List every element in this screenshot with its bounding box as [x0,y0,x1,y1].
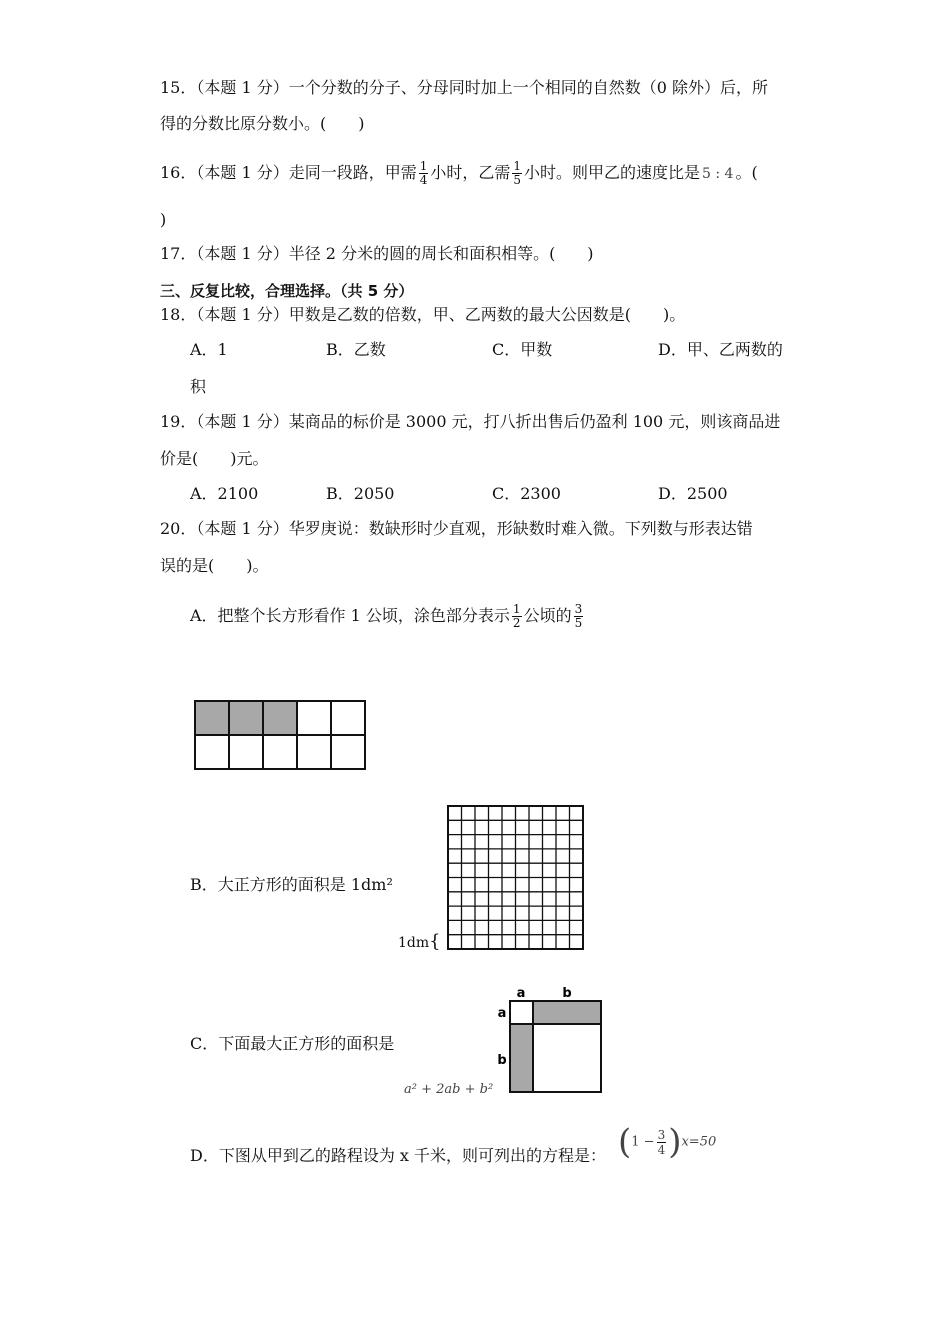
grid-a-cell [331,701,365,735]
q20-line2: 误的是( )。 [160,556,269,575]
q18-text: 18．（本题 1 分）甲数是乙数的倍数，甲、乙两数的最大公因数是( )。 [160,305,686,324]
q15-line1: 15．（本题 1 分）一个分数的分子、分母同时加上一个相同的自然数（0 除外）后，所 [160,78,768,97]
q19-option-c[interactable]: C．2300 [492,484,561,503]
shaded-rect-top [533,1001,601,1024]
grid-a-cell [195,735,229,769]
option-a-rectangle-grid [194,700,369,770]
q18-option-c[interactable]: C．甲数 [492,340,553,359]
q15-line2: 得的分数比原分数小。( ) [160,114,365,133]
q18-option-a[interactable]: A．1 [190,340,228,359]
option-b-unit-label [398,932,441,953]
option-d-frac-num: 3 [657,1127,666,1142]
option-b-square-grid [447,805,584,950]
q19-option-d[interactable]: D．2500 [658,484,728,503]
q16-frac2-num: 1 [513,159,522,173]
shaded-rect-left [510,1024,533,1092]
q20-option-d[interactable]: D．下图从甲到乙的路程设为 x 千米，则可列出的方程是： [190,1146,607,1165]
q16-ratio: 5 : 4 [702,166,734,182]
grid-a-shaded-cell [229,701,263,735]
grid-a-cell [263,735,297,769]
q16-fraction-1 [419,160,429,187]
q16-frac1-num: 1 [419,159,428,173]
q16-frac2-den: 5 [513,173,522,187]
option-c-square-diagram [497,984,607,1096]
q18-option-d[interactable]: D．甲、乙两数的 [658,340,783,359]
brace-icon: { [429,931,441,952]
q20-option-a-fraction-2 [574,603,584,630]
label-left-a: a [497,1006,507,1021]
q18-option-d-cont: 积 [190,377,207,396]
grid-a-cell [331,735,365,769]
q16-suffix: 。( [735,163,758,182]
grid-a-shaded-cell [195,701,229,735]
q20-line1: 20．（本题 1 分）华罗庚说：数缺形时少直观，形缺数时难入微。下列数与形表达错 [160,519,753,538]
q16-line1 [160,160,758,187]
option-c-expression: a² + 2ab + b² [404,1082,494,1097]
grid-a-cell [297,701,331,735]
grid-a-shaded-cell [263,701,297,735]
q19-option-b[interactable]: B．2050 [326,484,395,503]
q20-option-c[interactable]: C．下面最大正方形的面积是 [190,1034,395,1053]
q20-optA-f2-num: 3 [574,602,583,616]
q17-text: 17．（本题 1 分）半径 2 分米的圆的周长和面积相等。( ) [160,244,594,263]
section3-title: 三、反复比较，合理选择。（共 5 分） [160,282,414,300]
q19-option-a[interactable]: A．2100 [190,484,259,503]
q20-option-b[interactable]: B．大正方形的面积是 1dm² [190,875,393,894]
q16-frac1-den: 4 [419,173,428,187]
q16-fraction-2 [512,160,522,187]
q18-option-b[interactable]: B．乙数 [326,340,386,359]
option-d-frac-den: 4 [657,1142,666,1157]
q20-optA-f2-den: 5 [574,616,583,630]
small-square-a [510,1001,533,1024]
option-d-fraction [657,1128,667,1157]
right-paren-icon: ) [668,1122,682,1162]
q20-option-a-mid: 公顷的 [523,606,572,625]
q20-option-a[interactable] [190,603,585,630]
grid-a-cell [229,735,263,769]
q20-option-a-fraction-1 [512,603,522,630]
option-b-unit-text: 1dm [398,935,430,951]
left-paren-icon: ( [618,1122,632,1162]
label-top-b: b [562,986,572,1001]
q20-optA-f1-num: 1 [512,602,521,616]
label-left-b: b [497,1053,507,1068]
q20-optA-f1-den: 2 [512,616,521,630]
q19-line2: 价是( )元。 [160,449,269,468]
q16-middle2: 小时。则甲乙的速度比是 [524,163,701,182]
large-square-b [533,1024,601,1092]
grid-a-cell [297,735,331,769]
q16-line2: ) [160,210,167,229]
option-d-one-minus: 1 − [631,1134,655,1150]
q20-option-a-prefix: A．把整个长方形看作 1 公顷，涂色部分表示 [190,606,510,625]
option-d-equation [618,1120,716,1164]
q16-prefix: 16．（本题 1 分）走同一段路，甲需 [160,163,417,182]
label-top-a: a [516,986,526,1001]
option-d-eq-tail: x=50 [681,1134,717,1150]
q16-middle1: 小时，乙需 [430,163,511,182]
q19-line1: 19．（本题 1 分）某商品的标价是 3000 元，打八折出售后仍盈利 100 元，则该商品进 [160,412,781,431]
